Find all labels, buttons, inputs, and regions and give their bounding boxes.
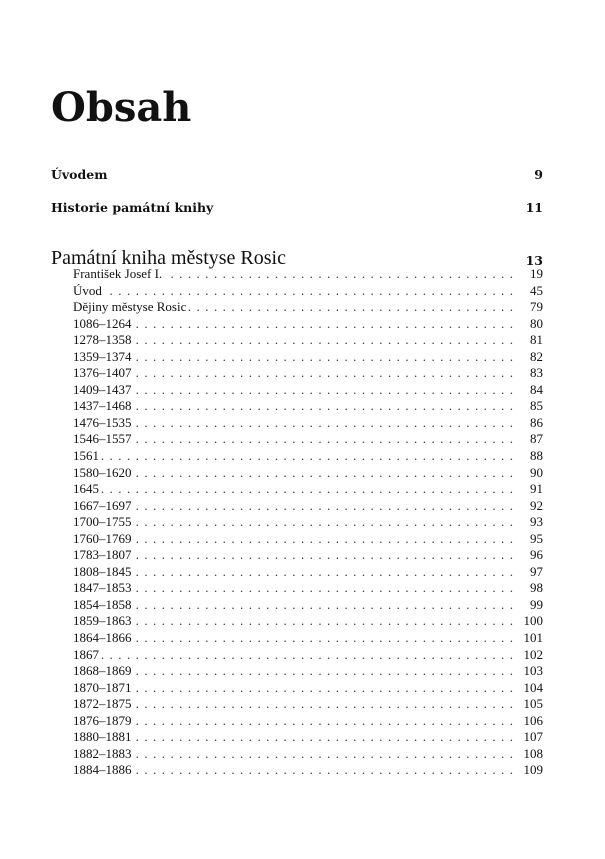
toc-row-label: 1868–1869 <box>73 663 132 679</box>
dot-leader <box>134 746 514 763</box>
toc-row-page: 81 <box>530 332 543 348</box>
toc-list <box>73 266 543 779</box>
toc-row[interactable] <box>73 580 543 597</box>
toc-row-label: 1783–1807 <box>73 547 132 563</box>
dot-leader <box>101 647 513 664</box>
toc-row[interactable] <box>73 266 543 283</box>
toc-row-page: 107 <box>523 729 543 745</box>
toc-row[interactable] <box>73 696 543 713</box>
toc-row-page: 93 <box>530 514 543 530</box>
toc-row-label: 1872–1875 <box>73 696 132 712</box>
toc-row-label: 1864–1866 <box>73 630 132 646</box>
toc-row-page: 96 <box>530 547 543 563</box>
toc-row-label: 1867 <box>73 646 99 662</box>
toc-row[interactable] <box>73 713 543 730</box>
toc-row-page: 102 <box>523 646 543 662</box>
toc-row[interactable] <box>73 630 543 647</box>
toc-row-page: 101 <box>523 630 543 646</box>
toc-row[interactable] <box>73 332 543 349</box>
toc-row[interactable] <box>73 531 543 548</box>
dot-leader <box>134 663 514 680</box>
dot-leader <box>104 283 513 300</box>
toc-row-page: 109 <box>523 762 543 778</box>
toc-row-label: Dějiny městyse Rosic <box>73 299 187 315</box>
toc-row-page: 80 <box>530 315 543 331</box>
toc-row-page: 84 <box>530 381 543 397</box>
toc-row-page: 86 <box>530 414 543 430</box>
toc-row[interactable] <box>73 729 543 746</box>
toc-row[interactable] <box>73 316 543 333</box>
dot-leader <box>134 696 514 713</box>
toc-row-page: 105 <box>523 696 543 712</box>
toc-row-label: 1876–1879 <box>73 712 132 728</box>
dot-leader <box>134 547 514 564</box>
toc-row-label: 1645 <box>73 481 99 497</box>
toc-row-page: 92 <box>530 497 543 513</box>
dot-leader <box>134 613 514 630</box>
toc-row[interactable] <box>73 448 543 465</box>
dot-leader <box>134 498 514 515</box>
toc-row[interactable] <box>73 283 543 300</box>
dot-leader <box>134 332 514 349</box>
toc-row-page: 100 <box>523 613 543 629</box>
dot-leader <box>134 729 514 746</box>
toc-row[interactable] <box>73 431 543 448</box>
dot-leader <box>134 762 514 779</box>
toc-row-label: 1880–1881 <box>73 729 132 745</box>
dot-leader <box>134 365 514 382</box>
toc-row-label: 1409–1437 <box>73 381 132 397</box>
toc-row[interactable] <box>73 514 543 531</box>
dot-leader <box>134 630 514 647</box>
toc-row-page: 103 <box>523 663 543 679</box>
toc-row-page: 82 <box>530 348 543 364</box>
toc-row[interactable] <box>73 564 543 581</box>
toc-row-page: 99 <box>530 596 543 612</box>
toc-row-page: 104 <box>523 679 543 695</box>
toc-row[interactable] <box>73 762 543 779</box>
dot-leader <box>134 680 514 697</box>
toc-entry-historie[interactable] <box>51 197 543 217</box>
toc-row[interactable] <box>73 746 543 763</box>
toc-row-label: 1376–1407 <box>73 365 132 381</box>
toc-entry-page: 9 <box>534 166 543 182</box>
section-title: Památní kniha městyse Rosic <box>51 247 286 269</box>
toc-row[interactable] <box>73 481 543 498</box>
toc-row-label: 1359–1374 <box>73 348 132 364</box>
dot-leader <box>164 266 513 283</box>
dot-leader <box>134 465 514 482</box>
dot-leader <box>101 481 513 498</box>
toc-row-page: 88 <box>530 448 543 464</box>
toc-row[interactable] <box>73 365 543 382</box>
toc-row-page: 97 <box>530 563 543 579</box>
toc-row-label: 1808–1845 <box>73 563 132 579</box>
toc-row[interactable] <box>73 299 543 316</box>
toc-row-label: 1546–1557 <box>73 431 132 447</box>
toc-row-label: 1278–1358 <box>73 332 132 348</box>
toc-row-page: 87 <box>530 431 543 447</box>
toc-row-label: 1884–1886 <box>73 762 132 778</box>
toc-row[interactable] <box>73 647 543 664</box>
toc-row-label: 1476–1535 <box>73 414 132 430</box>
dot-leader <box>134 514 514 531</box>
toc-row-page: 85 <box>530 398 543 414</box>
dot-leader <box>134 415 514 432</box>
toc-row-label: 1854–1858 <box>73 596 132 612</box>
toc-row-label: 1437–1468 <box>73 398 132 414</box>
toc-row[interactable] <box>73 680 543 697</box>
dot-leader <box>101 448 513 465</box>
toc-row-page: 95 <box>530 530 543 546</box>
dot-leader <box>134 531 514 548</box>
toc-row[interactable] <box>73 597 543 614</box>
toc-row[interactable] <box>73 349 543 366</box>
dot-leader <box>188 299 513 316</box>
toc-entry-label: Úvodem <box>51 166 108 182</box>
toc-row-page: 19 <box>530 266 543 281</box>
toc-row-page: 106 <box>523 712 543 728</box>
toc-row[interactable] <box>73 382 543 399</box>
toc-row-label: František Josef I. <box>73 266 163 281</box>
toc-row-label: 1760–1769 <box>73 530 132 546</box>
toc-row[interactable] <box>73 465 543 482</box>
toc-row-label: 1859–1863 <box>73 613 132 629</box>
toc-row-label: 1847–1853 <box>73 580 132 596</box>
toc-row-page: 91 <box>530 481 543 497</box>
toc-row-page: 90 <box>530 464 543 480</box>
dot-leader <box>134 431 514 448</box>
page-title: Obsah <box>51 84 192 131</box>
toc-row-label: 1882–1883 <box>73 745 132 761</box>
toc-row-label: Úvod <box>73 282 102 298</box>
toc-row[interactable] <box>73 415 543 432</box>
dot-leader <box>134 564 514 581</box>
toc-row-label: 1561 <box>73 448 99 464</box>
dot-leader <box>134 349 514 366</box>
dot-leader <box>134 398 514 415</box>
dot-leader <box>134 580 514 597</box>
toc-row-label: 1667–1697 <box>73 497 132 513</box>
toc-row-page: 98 <box>530 580 543 596</box>
toc-row-label: 1870–1871 <box>73 679 132 695</box>
toc-row-label: 1700–1755 <box>73 514 132 530</box>
toc-row-page: 83 <box>530 365 543 381</box>
toc-row[interactable] <box>73 398 543 415</box>
toc-row-page: 45 <box>530 282 543 298</box>
toc-row-page: 108 <box>523 745 543 761</box>
toc-row-page: 79 <box>530 299 543 315</box>
toc-row[interactable] <box>73 613 543 630</box>
toc-row-label: 1580–1620 <box>73 464 132 480</box>
toc-entry-page: 11 <box>525 199 543 215</box>
dot-leader <box>134 382 514 399</box>
toc-entry-uvodem[interactable] <box>51 164 543 184</box>
toc-row[interactable] <box>73 547 543 564</box>
toc-row-label: 1086–1264 <box>73 315 132 331</box>
dot-leader <box>134 713 514 730</box>
toc-row[interactable] <box>73 663 543 680</box>
dot-leader <box>134 597 514 614</box>
toc-row[interactable] <box>73 498 543 515</box>
toc-entry-label: Historie památní knihy <box>51 199 214 215</box>
dot-leader <box>134 316 514 333</box>
section-page: 13 <box>525 253 543 268</box>
